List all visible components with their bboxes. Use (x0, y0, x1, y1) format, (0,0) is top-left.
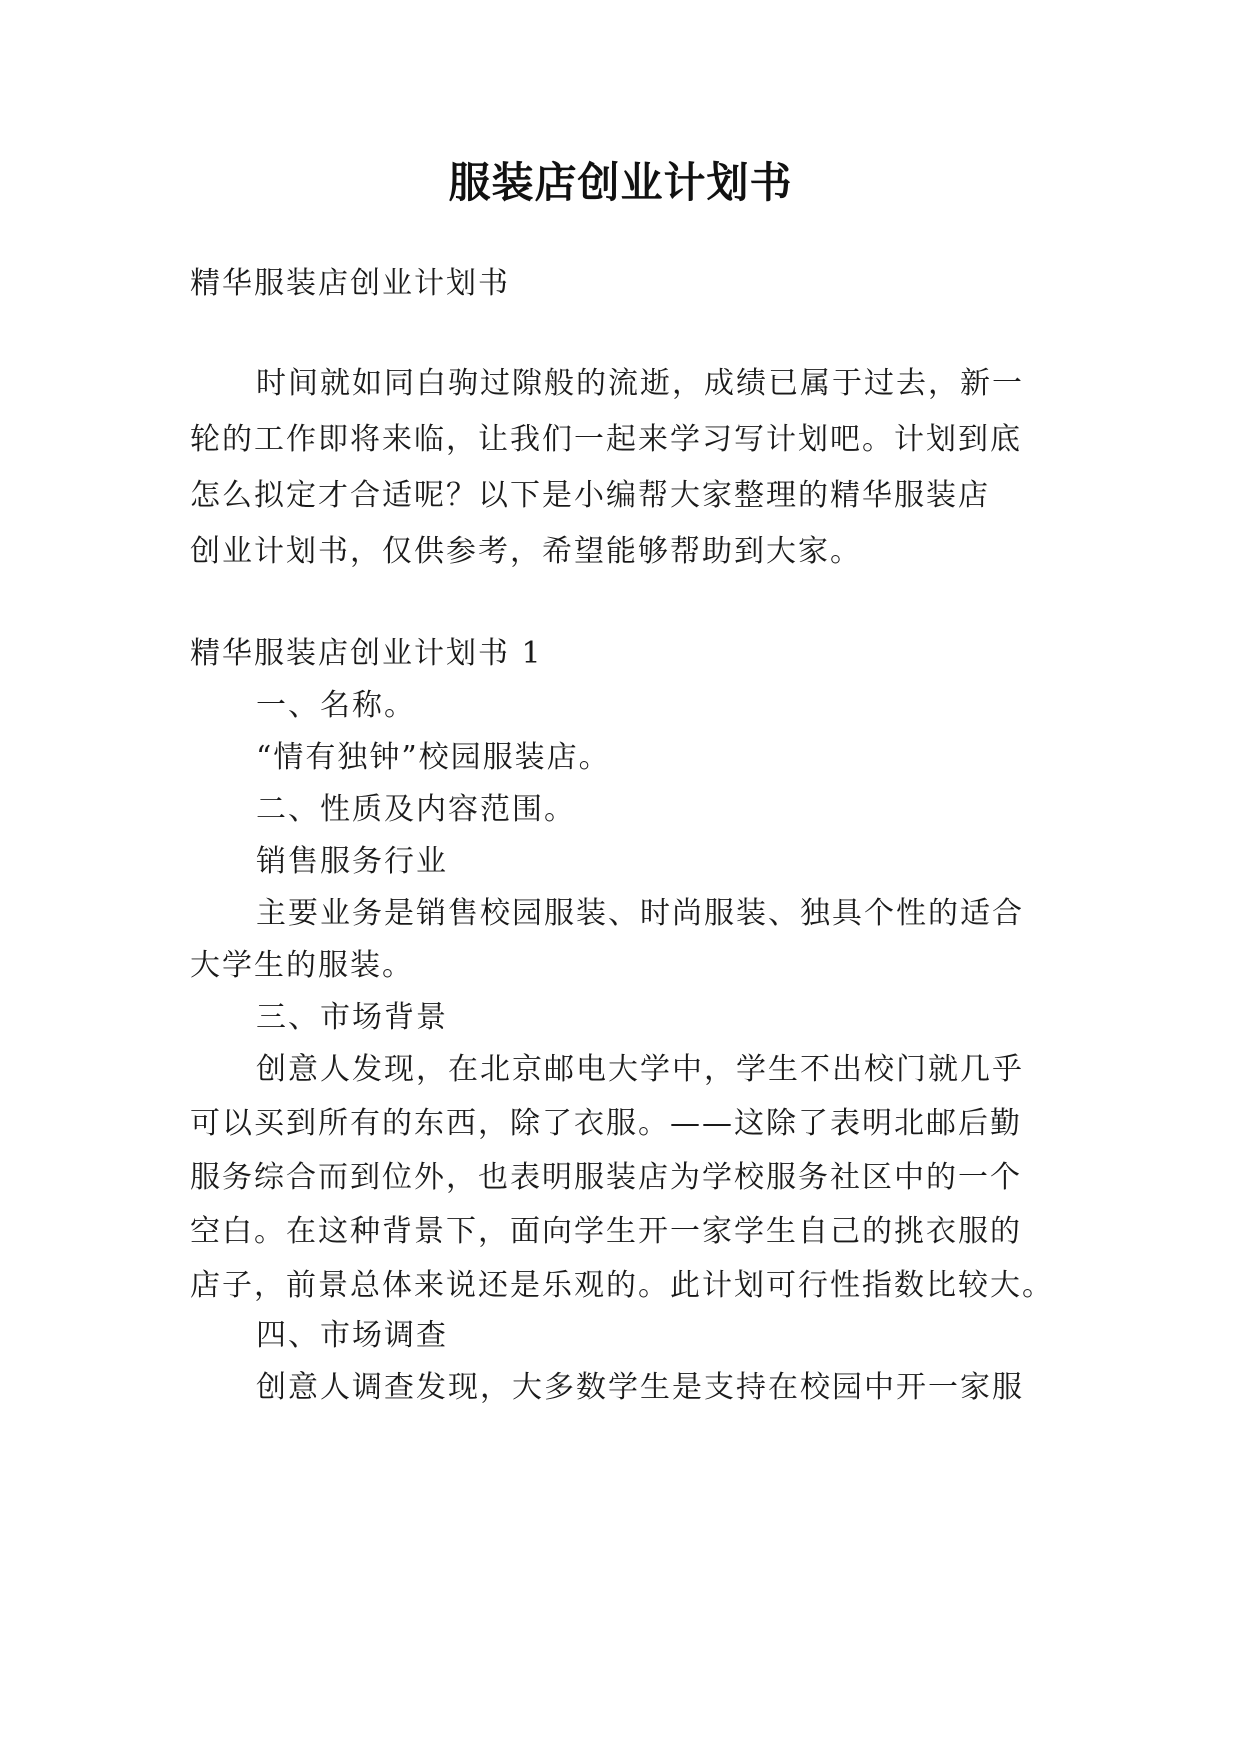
intro-line: 轮的工作即将来临，让我们一起来学习写计划吧。计划到底 (190, 422, 1022, 457)
paragraph-line: 店子，前景总体来说还是乐观的。此计划可行性指数比较大。 (190, 1268, 1054, 1303)
paragraph-line: 大学生的服装。 (190, 948, 414, 983)
heading-nature: 二、性质及内容范围。 (256, 792, 576, 827)
intro-line: 怎么拟定才合适呢？以下是小编帮大家整理的精华服装店 (190, 478, 990, 513)
paragraph-line: “情有独钟”校园服装店。 (256, 740, 611, 775)
intro-line: 时间就如同白驹过隙般的流逝，成绩已属于过去，新一 (256, 366, 1024, 401)
paragraph-line: 空白。在这种背景下，面向学生开一家学生自己的挑衣服的 (190, 1214, 1022, 1249)
heading-market-background: 三、市场背景 (256, 1000, 448, 1035)
paragraph-line: 主要业务是销售校园服装、时尚服装、独具个性的适合 (256, 896, 1024, 931)
intro-line: 创业计划书，仅供参考，希望能够帮助到大家。 (190, 534, 862, 569)
paragraph-line: 可以买到所有的东西，除了衣服。——这除了表明北邮后勤 (190, 1106, 1022, 1141)
document-subtitle: 精华服装店创业计划书 (190, 266, 510, 301)
heading-name: 一、名称。 (256, 688, 416, 723)
paragraph-line: 创意人调查发现，大多数学生是支持在校园中开一家服 (256, 1370, 1024, 1405)
heading-market-survey: 四、市场调查 (256, 1318, 448, 1353)
paragraph-line: 创意人发现，在北京邮电大学中，学生不出校门就几乎 (256, 1052, 1024, 1087)
section-heading: 精华服装店创业计划书 1 (190, 636, 543, 671)
paragraph-line: 销售服务行业 (256, 844, 448, 879)
document-title: 服装店创业计划书 (448, 158, 793, 207)
paragraph-line: 服务综合而到位外，也表明服装店为学校服务社区中的一个 (190, 1160, 1022, 1195)
